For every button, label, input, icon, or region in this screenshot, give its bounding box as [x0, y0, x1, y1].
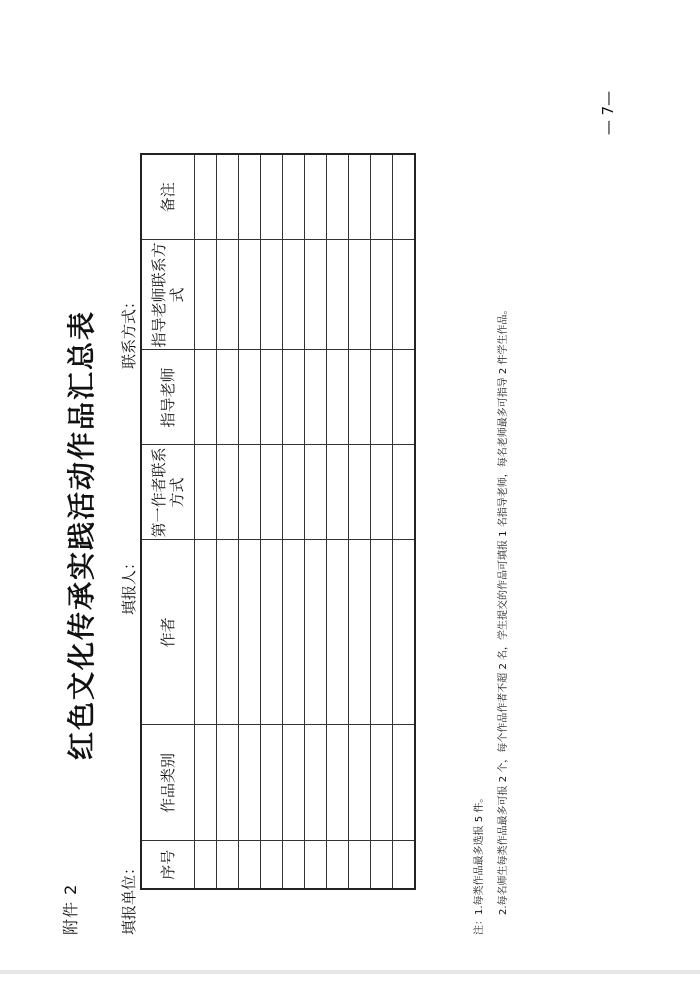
table-cell — [371, 154, 393, 240]
table-cell — [195, 240, 217, 350]
table-cell — [371, 540, 393, 725]
col-header-advisor-contact: 指导老师联系方式 — [141, 240, 195, 350]
table-cell — [349, 725, 371, 841]
table-cell — [371, 445, 393, 540]
table-cell — [327, 445, 349, 540]
table-cell — [305, 540, 327, 725]
table-row — [283, 154, 305, 889]
table-cell — [305, 350, 327, 445]
table-cell — [195, 540, 217, 725]
table-cell — [261, 841, 283, 889]
table-cell — [283, 725, 305, 841]
table-cell — [327, 540, 349, 725]
table-row — [305, 154, 327, 889]
table-cell — [195, 841, 217, 889]
table-cell — [261, 154, 283, 240]
col-header-author: 作者 — [141, 540, 195, 725]
table-cell — [305, 154, 327, 240]
table-cell — [371, 350, 393, 445]
note-2: 2.每名师生每类作品最多可报 2 个，每个作品作者不超 2 名，学生提交的作品可填报 1 名指导老师，每名老师最多可指导 2 件学生作品。 — [498, 304, 509, 915]
col-header-first-author-contact: 第一作者联系方式 — [141, 445, 195, 540]
table-cell — [393, 350, 416, 445]
table-cell — [349, 350, 371, 445]
table-cell — [195, 350, 217, 445]
table-cell — [371, 240, 393, 350]
table-cell — [283, 540, 305, 725]
table-cell — [283, 445, 305, 540]
table-cell — [261, 350, 283, 445]
table-cell — [217, 445, 239, 540]
table-cell — [239, 540, 261, 725]
table-row — [217, 154, 239, 889]
table-cell — [305, 240, 327, 350]
notes — [468, 305, 516, 935]
attachment-label: 附件 2 — [61, 883, 80, 935]
rotated-document — [40, 45, 660, 945]
table-row — [261, 154, 283, 889]
table-cell — [239, 445, 261, 540]
table-cell — [283, 240, 305, 350]
table-cell — [239, 154, 261, 240]
table-cell — [349, 540, 371, 725]
col-header-advisor: 指导老师 — [141, 350, 195, 445]
table-cell — [283, 154, 305, 240]
filler-label: 填报人： — [120, 554, 138, 615]
table-cell — [283, 841, 305, 889]
contact-label: 联系方式： — [120, 293, 138, 369]
table-cell — [239, 350, 261, 445]
table-body — [195, 154, 416, 889]
table-cell — [217, 154, 239, 240]
table-cell — [217, 350, 239, 445]
col-header-remarks: 备注 — [141, 154, 195, 240]
table-cell — [217, 540, 239, 725]
table-cell — [239, 841, 261, 889]
table-cell — [327, 841, 349, 889]
table-cell — [305, 725, 327, 841]
table-row — [327, 154, 349, 889]
table-cell — [239, 240, 261, 350]
unit-label: 填报单位： — [120, 859, 138, 935]
table-cell — [327, 154, 349, 240]
table-row — [239, 154, 261, 889]
table-cell — [305, 841, 327, 889]
scan-edge — [0, 970, 700, 974]
page-number: — 7— — [599, 90, 618, 136]
table-cell — [349, 240, 371, 350]
table-cell — [305, 445, 327, 540]
table-cell — [217, 725, 239, 841]
table-header-row — [141, 154, 195, 889]
table-cell — [283, 350, 305, 445]
note-1: 注：1.每类作品最多选报 5 件。 — [474, 792, 485, 935]
table-cell — [349, 154, 371, 240]
page-title: 红色文化传承实践活动作品汇总表 — [65, 310, 98, 761]
table-cell — [371, 841, 393, 889]
table-cell — [371, 725, 393, 841]
table-cell — [393, 540, 416, 725]
table-cell — [349, 445, 371, 540]
table-cell — [261, 445, 283, 540]
summary-table — [140, 153, 416, 890]
table-cell — [393, 841, 416, 889]
table-cell — [393, 240, 416, 350]
table-cell — [217, 841, 239, 889]
table-row — [393, 154, 416, 889]
table-row — [349, 154, 371, 889]
table-cell — [261, 540, 283, 725]
table-cell — [261, 725, 283, 841]
table-cell — [327, 240, 349, 350]
table-row — [371, 154, 393, 889]
table-cell — [393, 154, 416, 240]
table-cell — [327, 725, 349, 841]
table-row — [195, 154, 217, 889]
table-cell — [393, 725, 416, 841]
table-cell — [195, 445, 217, 540]
table-cell — [195, 154, 217, 240]
table-cell — [349, 841, 371, 889]
table-cell — [195, 725, 217, 841]
table-cell — [239, 725, 261, 841]
table-cell — [261, 240, 283, 350]
col-header-index: 序号 — [141, 841, 195, 889]
table-cell — [217, 240, 239, 350]
table-cell — [327, 350, 349, 445]
table-cell — [393, 445, 416, 540]
col-header-category: 作品类别 — [141, 725, 195, 841]
